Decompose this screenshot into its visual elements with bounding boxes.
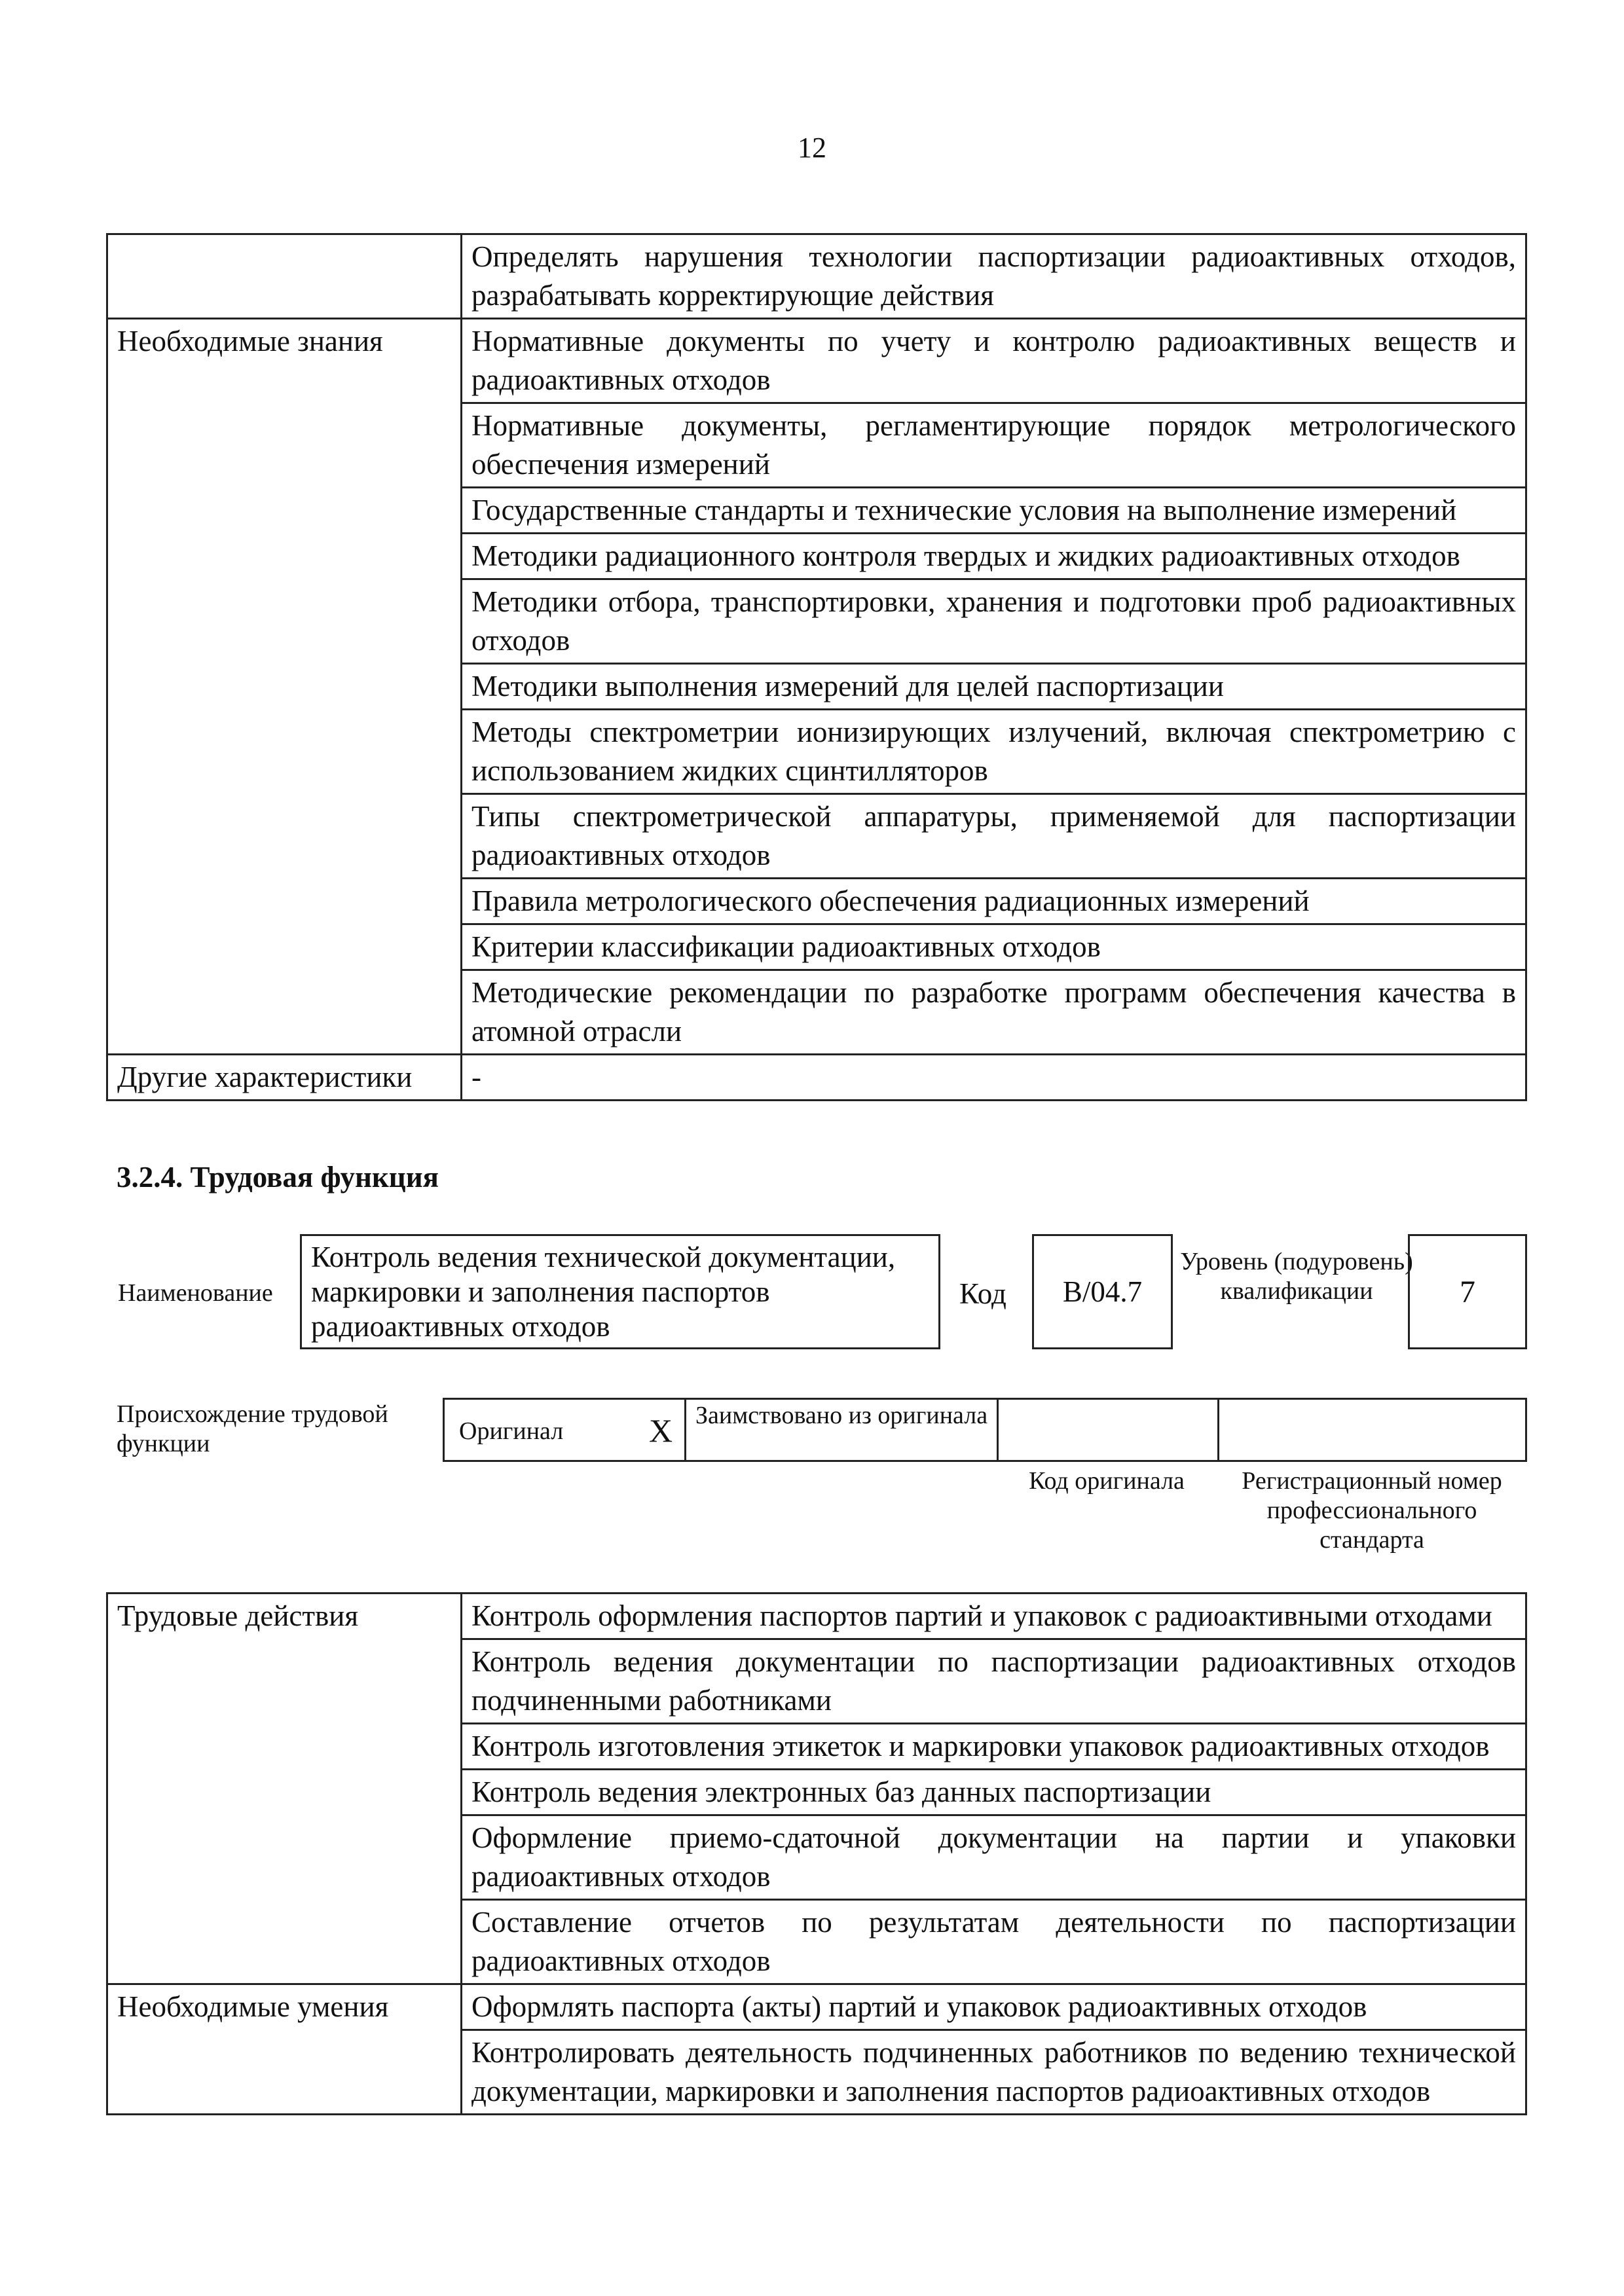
row-label-knowledge: Необходимые знания xyxy=(107,319,462,1055)
table-cell: Контроль ведения электронных баз данных паспортизации xyxy=(462,1770,1526,1815)
table-row xyxy=(107,1984,1526,2030)
table-cell: Правила метрологического обеспечения радиационных измерений xyxy=(462,879,1526,924)
table-cell: - xyxy=(462,1055,1526,1101)
table-cell: Типы спектрометрической аппаратуры, применяемой для паспортизации радиоактивных отходов xyxy=(462,794,1526,879)
code-original-cell xyxy=(997,1398,1219,1462)
table-cell: Нормативные документы, регламентирующие порядок метрологического обеспечения измерений xyxy=(462,403,1526,488)
origin-label: Происхождение трудовой функции xyxy=(117,1400,388,1457)
row-label-actions: Трудовые действия xyxy=(107,1594,462,1984)
table-cell: Методики выполнения измерений для целей паспортизации xyxy=(462,664,1526,710)
row-label xyxy=(107,234,462,319)
origin-borrowed-cell xyxy=(684,1398,999,1462)
origin-mark: X xyxy=(649,1412,673,1449)
reg-number-caption: Регистрационный номер профессионального стандарта xyxy=(1242,1467,1502,1554)
table-cell: Методики радиационного контроля твердых и жидких радиоактивных отходов xyxy=(462,534,1526,579)
level-box xyxy=(1408,1234,1527,1349)
name-label: Наименование xyxy=(118,1279,273,1307)
table-cell: Нормативные документы по учету и контролю радиоактивных веществ и радиоактивных отходов xyxy=(462,319,1526,403)
origin-original-cell xyxy=(443,1398,686,1462)
table-cell: Составление отчетов по результатам деятельности по паспортизации радиоактивных отходов xyxy=(462,1900,1526,1984)
table-row xyxy=(107,234,1526,319)
row-label-skills: Необходимые умения xyxy=(107,1984,462,2115)
code-value: B/04.7 xyxy=(1062,1275,1143,1308)
actions-table xyxy=(106,1592,1527,2115)
table-cell: Методики отбора, транспортировки, хранения и подготовки проб радиоактивных отходов xyxy=(462,579,1526,664)
table-cell: Контролировать деятельность подчиненных работников по ведению технической документации, маркировки и заполнения паспортов радиоактивных отходов xyxy=(462,2030,1526,2115)
page-number: 12 xyxy=(798,132,826,164)
origin-original: Оригинал xyxy=(459,1417,564,1445)
table-cell: Государственные стандарты и технические условия на выполнение измерений xyxy=(462,488,1526,534)
level-value: 7 xyxy=(1460,1274,1475,1309)
table-cell: Методические рекомендации по разработке программ обеспечения качества в атомной отрасли xyxy=(462,970,1526,1055)
table-cell: Критерии классификации радиоактивных отходов xyxy=(462,924,1526,970)
table-row xyxy=(107,319,1526,403)
table-row xyxy=(107,1055,1526,1101)
origin-borrowed: Заимствовано из оригинала xyxy=(695,1402,988,1429)
row-label-other: Другие характеристики xyxy=(107,1055,462,1101)
code-label: Код xyxy=(959,1277,1006,1310)
reg-number-cell xyxy=(1217,1398,1527,1462)
code-original-caption: Код оригинала xyxy=(1029,1467,1185,1495)
knowledge-table xyxy=(106,233,1527,1101)
table-cell: Определять нарушения технологии паспортизации радиоактивных отходов, разрабатывать корректирующие действия xyxy=(462,234,1526,319)
table-cell: Оформление приемо-сдаточной документации на партии и упаковки радиоактивных отходов xyxy=(462,1815,1526,1900)
function-name-box xyxy=(300,1234,940,1349)
section-heading: 3.2.4. Трудовая функция xyxy=(117,1161,439,1194)
table-row xyxy=(107,1594,1526,1639)
level-label: Уровень (подуровень) квалификации xyxy=(1180,1248,1413,1305)
function-name: Контроль ведения технической документации, маркировки и заполнения паспортов радиоактивных отходов xyxy=(311,1241,896,1343)
table-cell: Контроль оформления паспортов партий и упаковок с радиоактивными отходами xyxy=(462,1594,1526,1639)
table-cell: Оформлять паспорта (акты) партий и упаковок радиоактивных отходов xyxy=(462,1984,1526,2030)
code-box xyxy=(1032,1234,1173,1349)
table-cell: Контроль изготовления этикеток и маркировки упаковок радиоактивных отходов xyxy=(462,1724,1526,1770)
table-cell: Контроль ведения документации по паспортизации радиоактивных отходов подчиненными работниками xyxy=(462,1639,1526,1724)
origin-row xyxy=(443,1398,1527,1462)
table-cell: Методы спектрометрии ионизирующих излучений, включая спектрометрию с использованием жидких сцинтилляторов xyxy=(462,710,1526,794)
